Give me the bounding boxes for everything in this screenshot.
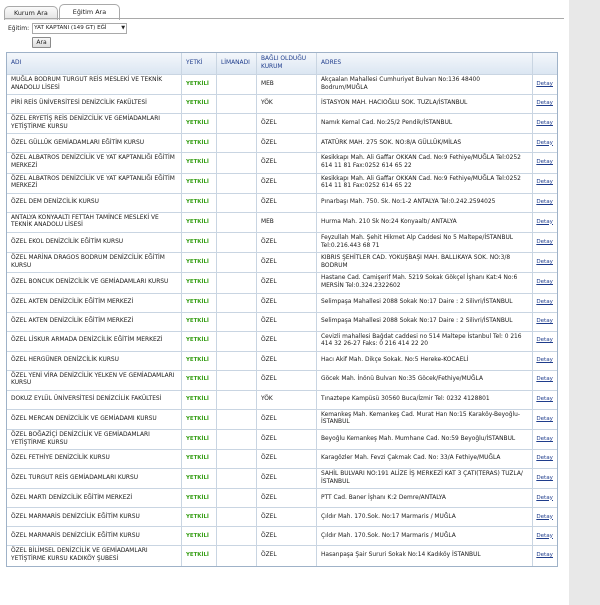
cell-institution: ÖZEL: [257, 253, 317, 272]
cell-institution: ÖZEL: [257, 469, 317, 488]
cell-address: Namık Kemal Cad. No:25/2 Pendik/İSTANBUL: [317, 114, 533, 133]
cell-name: MUĞLA BODRUM TURGUT REİS MESLEKİ VE TEKNİK ANADOLU LİSESİ: [7, 75, 182, 94]
column-header-name[interactable]: ADI: [7, 53, 182, 74]
detail-link[interactable]: Detay: [536, 513, 553, 520]
detail-link[interactable]: Detay: [536, 279, 553, 286]
detail-link[interactable]: Detay: [536, 396, 553, 403]
filter-row: [8, 23, 127, 34]
table-header-row: [7, 53, 557, 75]
detail-link[interactable]: Detay: [536, 258, 553, 265]
cell-address: KIBRIS ŞEHİTLER CAD. YOKUŞBAŞI MAH. BALLIKAYA SOK. NO:3/8 BODRUM: [317, 253, 533, 272]
cell-authority: YETKİLİ: [182, 352, 217, 370]
cell-institution: ÖZEL: [257, 313, 317, 331]
table-row: [7, 213, 557, 233]
cell-name: ANTALYA KONYAALTI FETTAH TAMİNCE MESLEKİ VE TEKNİK ANADOLU LİSESİ: [7, 213, 182, 232]
table-row: [7, 134, 557, 153]
cell-port: [217, 294, 257, 312]
table-row: [7, 508, 557, 527]
cell-institution: ÖZEL: [257, 527, 317, 545]
table-row: [7, 332, 557, 352]
cell-authority: YETKİLİ: [182, 194, 217, 212]
table-row: [7, 527, 557, 546]
cell-address: Karagözler Mah. Fevzi Çakmak Cad. No: 33/A Fethiye/MUĞLA: [317, 450, 533, 468]
cell-port: [217, 352, 257, 370]
cell-address: Hastane Cad. Camişerif Mah. 5219 Sokak Gökçel İşhanı Kat:4 No:6 MERSİN Tel:0.324.2322602: [317, 273, 533, 292]
cell-authority: YETKİLİ: [182, 95, 217, 113]
cell-name: ÖZEL BİLİMSEL DENİZCİLİK VE GEMİADAMLARI YETİŞTİRME KURSU KADIKÖY ŞUBESİ: [7, 546, 182, 565]
cell-port: [217, 213, 257, 232]
cell-authority: YETKİLİ: [182, 371, 217, 390]
column-header-authority[interactable]: YETKİ: [182, 53, 217, 74]
cell-authority: YETKİLİ: [182, 508, 217, 526]
detail-link[interactable]: Detay: [536, 119, 553, 126]
detail-link[interactable]: Detay: [536, 415, 553, 422]
cell-institution: ÖZEL: [257, 233, 317, 252]
table-row: [7, 450, 557, 469]
cell-address: Selimpaşa Mahallesi 2088 Sokak No:17 Daire : 2 Silivri/İSTANBUL: [317, 313, 533, 331]
table-row: [7, 489, 557, 508]
table-row: [7, 233, 557, 253]
cell-institution: ÖZEL: [257, 450, 317, 468]
cell-authority: YETKİLİ: [182, 313, 217, 331]
cell-port: [217, 114, 257, 133]
cell-name: ÖZEL LİSKUR ARMADA DENİZCİLİK EĞİTİM MERKEZİ: [7, 332, 182, 351]
column-header-institution[interactable]: BAĞLI OLDUĞU KURUM: [257, 53, 317, 74]
cell-port: [217, 95, 257, 113]
tab-divider: [4, 18, 564, 19]
cell-address: Feyzullah Mah. Şehit Hikmet Alp Caddesi No 5 Maltepe/İSTANBUL Tel:0.216.443 68 71: [317, 233, 533, 252]
cell-authority: YETKİLİ: [182, 332, 217, 351]
detail-link[interactable]: Detay: [536, 455, 553, 462]
cell-institution: ÖZEL: [257, 134, 317, 152]
table-row: [7, 273, 557, 293]
cell-port: [217, 508, 257, 526]
education-label: Eğitim:: [8, 25, 30, 32]
cell-name: ÖZEL MARTI DENİZCİLİK EĞİTİM MERKEZİ: [7, 489, 182, 507]
cell-address: Hacı Akif Mah. Dikçe Sokak. No:5 Hereke-KOCAELİ: [317, 352, 533, 370]
cell-institution: MEB: [257, 213, 317, 232]
search-button[interactable]: Ara: [32, 37, 51, 48]
column-header-address[interactable]: ADRES: [317, 53, 533, 74]
cell-name: ÖZEL TURGUT REİS GEMİADAMLARI KURSU: [7, 469, 182, 488]
cell-institution: ÖZEL: [257, 174, 317, 193]
cell-port: [217, 174, 257, 193]
cell-institution: ÖZEL: [257, 194, 317, 212]
cell-name: ÖZEL DEM DENİZCİLİK KURSU: [7, 194, 182, 212]
cell-port: [217, 469, 257, 488]
cell-port: [217, 75, 257, 94]
cell-authority: YETKİLİ: [182, 546, 217, 565]
table-row: [7, 546, 557, 565]
cell-name: ÖZEL GÜLLÜK GEMİADAMLARI EĞİTİM KURSU: [7, 134, 182, 152]
cell-authority: YETKİLİ: [182, 527, 217, 545]
cell-name: ÖZEL YENİ VİRA DENİZCİLİK YELKEN VE GEMİADAMLARI KURSU: [7, 371, 182, 390]
cell-name: ÖZEL EKOL DENİZCİLİK EĞİTİM KURSU: [7, 233, 182, 252]
cell-institution: ÖZEL: [257, 546, 317, 565]
cell-address: Çıldır Mah. 170.Sok. No:17 Marmaris / MUĞLA: [317, 527, 533, 545]
cell-authority: YETKİLİ: [182, 75, 217, 94]
detail-link[interactable]: Detay: [536, 337, 553, 344]
cell-authority: YETKİLİ: [182, 489, 217, 507]
cell-name: ÖZEL MERCAN DENİZCİLİK VE GEMİADAMI KURSU: [7, 410, 182, 429]
cell-institution: ÖZEL: [257, 273, 317, 292]
cell-address: Cevizli mahallesi Bağdat caddesi no 514 Maltepe İstanbul Tel: 0 216 414 32 26-27 Faks: 0 216 414 22 20: [317, 332, 533, 351]
detail-link[interactable]: Detay: [536, 159, 553, 166]
detail-link[interactable]: Detay: [536, 100, 553, 107]
cell-name: PİRİ REİS ÜNİVERSİTESİ DENİZCİLİK FAKÜLTESİ: [7, 95, 182, 113]
table-row: [7, 153, 557, 173]
cell-port: [217, 253, 257, 272]
cell-name: ÖZEL MARMARİS DENİZCİLİK EĞİTİM KURSU: [7, 527, 182, 545]
table-row: [7, 430, 557, 450]
cell-institution: ÖZEL: [257, 371, 317, 390]
cell-name: ÖZEL ALBATROS DENİZCİLİK VE YAT KAPTANLIĞI EĞİTİM MERKEZİ: [7, 153, 182, 172]
table-row: [7, 371, 557, 391]
detail-link[interactable]: Detay: [536, 494, 553, 501]
cell-institution: ÖZEL: [257, 410, 317, 429]
detail-link[interactable]: Detay: [536, 198, 553, 205]
cell-address: Hasanpaşa Şair Sururi Sokak No:14 Kadıköy İSTANBUL: [317, 546, 533, 565]
column-header-port[interactable]: LİMANADI: [217, 53, 257, 74]
detail-link[interactable]: Detay: [536, 435, 553, 442]
results-table: [6, 52, 558, 567]
cell-port: [217, 410, 257, 429]
cell-address: PTT Cad. Baner İşhanı K:2 Demre/ANTALYA: [317, 489, 533, 507]
table-row: [7, 95, 557, 114]
cell-authority: YETKİLİ: [182, 253, 217, 272]
cell-authority: YETKİLİ: [182, 430, 217, 449]
cell-port: [217, 430, 257, 449]
detail-link[interactable]: Detay: [536, 179, 553, 186]
table-row: [7, 352, 557, 371]
cell-address: Göcek Mah. İnönü Bulvarı No:35 Göcek/Fethiye/MUĞLA: [317, 371, 533, 390]
cell-institution: ÖZEL: [257, 430, 317, 449]
column-header-action: [533, 53, 557, 74]
cell-address: İSTASYON MAH. HACIOĞLU SOK. TUZLA/İSTANBUL: [317, 95, 533, 113]
cell-address: Akçaalan Mahallesi Cumhuriyet Bulvarı No:136 48400 Bodrum/MUĞLA: [317, 75, 533, 94]
detail-link[interactable]: Detay: [536, 532, 553, 539]
cell-address: Kesikkapı Mah. Ali Gaffar OKKAN Cad. No:9 Fethiye/MUĞLA Tel:0252 614 11 81 Fax:0252 614 65 22: [317, 174, 533, 193]
cell-authority: YETKİLİ: [182, 174, 217, 193]
cell-port: [217, 489, 257, 507]
detail-link[interactable]: Detay: [536, 218, 553, 225]
cell-name: ÖZEL MARMARİS DENİZCİLİK EĞİTİM KURSU: [7, 508, 182, 526]
cell-institution: ÖZEL: [257, 294, 317, 312]
cell-port: [217, 153, 257, 172]
cell-address: Kemankeş Mah. Kemankeş Cad. Murat Han No:15 Karaköy-Beyoğlu-İSTANBUL: [317, 410, 533, 429]
cell-port: [217, 194, 257, 212]
cell-name: ÖZEL AKTEN DENİZCİLİK EĞİTİM MERKEZİ: [7, 313, 182, 331]
cell-address: Kesikkapı Mah. Ali Gaffar OKKAN Cad. No:9 Fethiye/MUĞLA Tel:0252 614 11 81 Fax:0252 614 65 22: [317, 153, 533, 172]
cell-name: ÖZEL ALBATROS DENİZCİLİK VE YAT KAPTANLIĞI EĞİTİM MERKEZİ: [7, 174, 182, 193]
cell-authority: YETKİLİ: [182, 233, 217, 252]
cell-port: [217, 371, 257, 390]
table-row: [7, 75, 557, 95]
cell-institution: YÖK: [257, 95, 317, 113]
cell-institution: YÖK: [257, 391, 317, 409]
cell-port: [217, 391, 257, 409]
education-select[interactable]: [32, 23, 127, 34]
cell-port: [217, 273, 257, 292]
detail-link[interactable]: Detay: [536, 376, 553, 383]
cell-authority: YETKİLİ: [182, 391, 217, 409]
detail-link[interactable]: Detay: [536, 475, 553, 482]
cell-institution: ÖZEL: [257, 114, 317, 133]
cell-institution: ÖZEL: [257, 508, 317, 526]
cell-name: ÖZEL MARİNA DRAGOS BODRUM DENİZCİLİK EĞİTİM KURSU: [7, 253, 182, 272]
cell-port: [217, 527, 257, 545]
table-row: [7, 391, 557, 410]
cell-address: Beyoğlu Kemankeş Mah. Mumhane Cad. No:59 Beyoğlu/İSTANBUL: [317, 430, 533, 449]
cell-authority: YETKİLİ: [182, 410, 217, 429]
cell-authority: YETKİLİ: [182, 469, 217, 488]
table-row: [7, 194, 557, 213]
cell-institution: ÖZEL: [257, 153, 317, 172]
detail-link[interactable]: Detay: [536, 80, 553, 87]
cell-address: Tınaztepe Kampüsü 30560 Buca/İzmir Tel: 0232 4128801: [317, 391, 533, 409]
education-select-value: YAT KAPTANI (149 GT) EĞİ: [34, 25, 107, 31]
table-row: [7, 469, 557, 489]
cell-authority: YETKİLİ: [182, 213, 217, 232]
cell-authority: YETKİLİ: [182, 450, 217, 468]
cell-name: ÖZEL FETHİYE DENİZCİLİK KURSU: [7, 450, 182, 468]
detail-link[interactable]: Detay: [536, 298, 553, 305]
cell-authority: YETKİLİ: [182, 153, 217, 172]
cell-address: Pınarbaşı Mah. 750. Sk. No:1-2 ANTALYA Tel:0.242.2594025: [317, 194, 533, 212]
cell-port: [217, 546, 257, 565]
tab-egitim-ara[interactable]: Eğitim Ara: [59, 4, 120, 20]
cell-name: ÖZEL ERYETİŞ REİS DENİZCİLİK VE GEMİADAMLARI YETİŞTİRME KURSU: [7, 114, 182, 133]
detail-link[interactable]: Detay: [536, 356, 553, 363]
chevron-down-icon: ▼: [121, 25, 126, 31]
cell-address: ATATÜRK MAH. 275 SOK. NO:8/A GÜLLÜK/MİLAS: [317, 134, 533, 152]
cell-port: [217, 450, 257, 468]
tab-kurum-ara[interactable]: Kurum Ara: [4, 6, 58, 20]
cell-address: SAHİL BULVARI NO:191 ALİZE İŞ MERKEZİ KAT 3 ÇATI(TERAS) TUZLA/İSTANBUL: [317, 469, 533, 488]
table-row: [7, 253, 557, 273]
cell-institution: ÖZEL: [257, 332, 317, 351]
cell-name: ÖZEL AKTEN DENİZCİLİK EĞİTİM MERKEZİ: [7, 294, 182, 312]
detail-link[interactable]: Detay: [536, 317, 553, 324]
cell-authority: YETKİLİ: [182, 134, 217, 152]
table-row: [7, 294, 557, 313]
cell-port: [217, 233, 257, 252]
detail-link[interactable]: Detay: [536, 139, 553, 146]
cell-address: Hurma Mah. 210 Sk No:24 Konyaaltı/ ANTALYA: [317, 213, 533, 232]
cell-port: [217, 313, 257, 331]
cell-name: DOKUZ EYLÜL ÜNİVERSİTESİ DENİZCİLİK FAKÜLTESİ: [7, 391, 182, 409]
cell-institution: ÖZEL: [257, 489, 317, 507]
detail-link[interactable]: Detay: [536, 238, 553, 245]
cell-address: Çıldır Mah. 170.Sok. No:17 Marmaris / MUĞLA: [317, 508, 533, 526]
table-row: [7, 410, 557, 430]
cell-name: ÖZEL BONCUK DENİZCİLİK VE GEMİADAMLARI KURSU: [7, 273, 182, 292]
cell-authority: YETKİLİ: [182, 294, 217, 312]
cell-name: ÖZEL BOĞAZİÇİ DENİZCİLİK VE GEMİADAMLARI YETİŞTİRME KURSU: [7, 430, 182, 449]
cell-authority: YETKİLİ: [182, 273, 217, 292]
cell-port: [217, 332, 257, 351]
table-row: [7, 114, 557, 134]
cell-authority: YETKİLİ: [182, 114, 217, 133]
cell-institution: ÖZEL: [257, 352, 317, 370]
table-row: [7, 313, 557, 332]
cell-institution: MEB: [257, 75, 317, 94]
cell-address: Selimpaşa Mahallesi 2088 Sokak No:17 Daire : 2 Silivri/İSTANBUL: [317, 294, 533, 312]
cell-name: ÖZEL HERGÜNER DENİZCİLİK KURSU: [7, 352, 182, 370]
table-row: [7, 174, 557, 194]
detail-link[interactable]: Detay: [536, 552, 553, 559]
cell-port: [217, 134, 257, 152]
